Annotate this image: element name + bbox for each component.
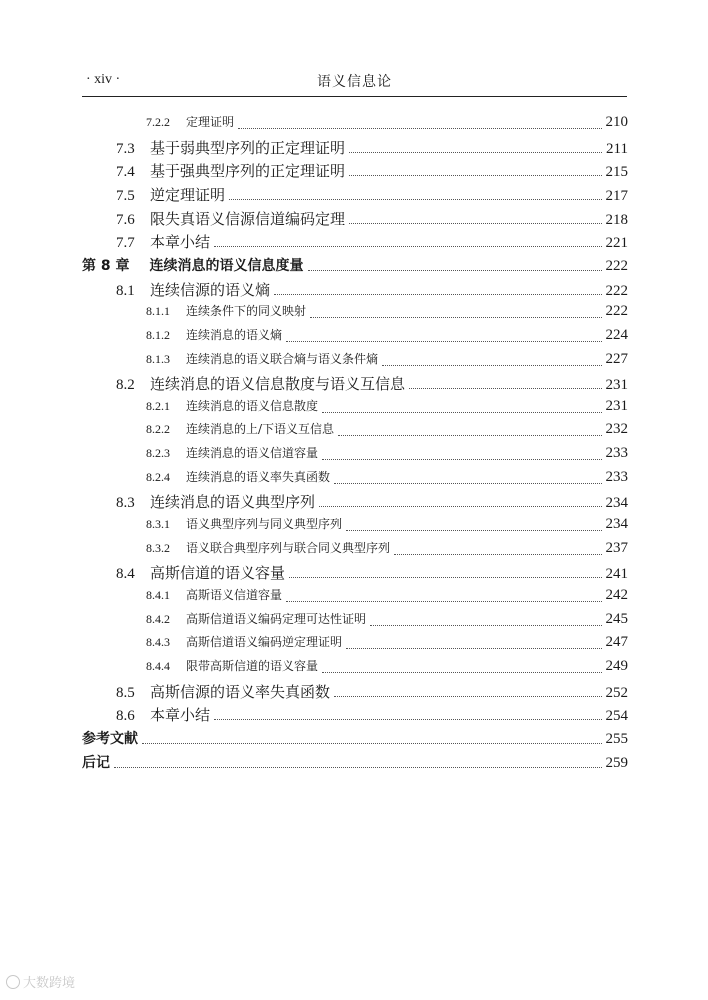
toc-entry-page: 211 [606, 140, 628, 157]
toc-entry-title: 连续信源的语义熵 [150, 280, 271, 299]
toc-entry-title: 本章小结 [150, 233, 211, 252]
dot-leader [349, 175, 601, 176]
toc-entry-number: 7.4 [116, 164, 135, 181]
toc-entry-number: 7.2.2 [146, 115, 170, 129]
toc-entry-title: 语义联合典型序列与联合同义典型序列 [186, 540, 391, 555]
toc-entry-page: 247 [605, 634, 628, 651]
toc-entry-title: 本章小结 [150, 706, 211, 725]
dot-leader [334, 696, 601, 697]
toc-entry-number: 8.2.4 [146, 469, 170, 484]
toc-entry-page: 217 [605, 187, 628, 204]
toc-entry-title: 高斯信道的语义容量 [150, 564, 286, 583]
dot-leader [409, 388, 601, 389]
toc-entry [82, 279, 628, 301]
dot-leader [346, 648, 601, 649]
toc-entry-number: 8.2.1 [146, 398, 170, 413]
dot-leader [310, 317, 601, 318]
toc-entry-number: 7.7 [116, 235, 135, 252]
toc-entry [82, 160, 628, 182]
toc-entry-title: 高斯信道语义编码定理可达性证明 [186, 611, 367, 626]
toc-entry [82, 302, 628, 324]
watermark [6, 972, 75, 991]
toc-entry-title: 基于弱典型序列的正定理证明 [150, 138, 346, 157]
toc-entry-number: 8.5 [116, 684, 135, 701]
toc-entry-number: 8.2.3 [146, 446, 170, 461]
toc-entry-number: 第 8 章 [82, 257, 130, 274]
toc-entry-number: 8.4.4 [146, 658, 170, 673]
toc-entry-title: 连续消息的语义联合熵与语义条件熵 [186, 351, 379, 366]
dot-leader [370, 625, 601, 626]
toc-entry-number: 7.6 [116, 211, 135, 228]
toc-entry-page: 255 [605, 730, 628, 747]
dot-leader [142, 743, 602, 744]
toc-entry-number: 8.6 [116, 708, 135, 725]
toc-entry-title: 定理证明 [186, 115, 235, 129]
toc-entry-number: 8.3.1 [146, 517, 170, 532]
dot-leader [346, 530, 601, 531]
toc-entry-title: 参考文献 [82, 730, 138, 747]
toc-entry [82, 137, 628, 159]
dot-leader [308, 270, 602, 271]
toc-entry-page: 241 [605, 566, 628, 583]
page-number: · xiv · [86, 72, 121, 87]
toc-entry-number: 8.1.2 [146, 327, 170, 342]
toc-entry-page: 234 [605, 495, 628, 512]
toc-entry-title: 逆定理证明 [150, 185, 226, 204]
toc-entry-title: 连续消息的语义率失真函数 [186, 469, 331, 484]
toc-entry [82, 539, 628, 561]
toc-entry-page: 259 [605, 754, 628, 771]
toc-entry [82, 397, 628, 419]
toc-entry-title: 语义典型序列与同义典型序列 [186, 517, 343, 532]
toc-entry-page: 254 [605, 708, 628, 725]
toc-entry [82, 633, 628, 655]
dot-leader [382, 365, 601, 366]
toc-entry-title: 基于强典型序列的正定理证明 [150, 162, 346, 181]
toc-entry [82, 113, 628, 135]
dot-leader [214, 246, 601, 247]
toc-entry-number: 7.3 [116, 140, 135, 157]
dot-leader [349, 223, 601, 224]
toc-entry-page: 249 [605, 657, 628, 674]
toc-entry-title: 限失真语义信源信道编码定理 [150, 209, 346, 228]
toc-entry-page: 221 [605, 235, 628, 252]
toc-entry-title: 后记 [82, 754, 110, 771]
dot-leader [322, 672, 601, 673]
toc-entry [82, 728, 628, 750]
toc-entry [82, 468, 628, 490]
toc-entry-page: 252 [605, 684, 628, 701]
dot-leader [319, 506, 601, 507]
dot-leader [229, 199, 601, 200]
toc-entry-page: 232 [605, 421, 628, 438]
toc-entry-page: 233 [605, 445, 628, 462]
toc-entry-number: 8.3 [116, 495, 135, 512]
toc-entry [82, 681, 628, 703]
toc-entry-number: 8.2.2 [146, 422, 170, 437]
toc-entry-title: 高斯语义信道容量 [186, 588, 283, 602]
toc-entry-title: 连续条件下的同义映射 [186, 304, 307, 319]
dot-leader [274, 294, 601, 295]
toc-entry [82, 184, 628, 206]
toc-entry [82, 420, 628, 442]
toc-entry-number: 8.1.1 [146, 304, 170, 319]
toc-entry-number: 8.4 [116, 566, 135, 583]
dot-leader [289, 577, 601, 578]
toc-entry [82, 586, 628, 608]
toc-entry-number: 8.1.3 [146, 351, 170, 366]
toc-entry-page: 242 [605, 587, 628, 603]
toc-entry-number: 8.1 [116, 282, 135, 299]
toc-entry-title: 连续消息的语义熵 [186, 327, 283, 342]
toc-entry-number: 8.4.2 [146, 611, 170, 626]
toc-entry-number: 8.3.2 [146, 540, 170, 555]
dot-leader [214, 719, 601, 720]
toc-entry-page: 233 [605, 468, 628, 485]
toc-entry [82, 562, 628, 584]
dot-leader [286, 341, 601, 342]
toc-entry-title: 连续消息的语义信道容量 [186, 446, 319, 461]
toc-entry [82, 326, 628, 348]
toc-entry-title: 连续消息的上/下语义互信息 [186, 422, 335, 437]
dot-leader [114, 767, 602, 768]
dot-leader [286, 601, 601, 602]
dot-leader [338, 435, 601, 436]
book-title: 语义信息论 [317, 74, 392, 90]
toc-entry-number: 8.4.3 [146, 635, 170, 650]
dot-leader [238, 128, 601, 129]
toc-entry [82, 610, 628, 632]
dot-leader [322, 459, 601, 460]
toc-entry-title: 高斯信道语义编码逆定理证明 [186, 635, 343, 650]
dot-leader [334, 483, 601, 484]
toc-entry [82, 704, 628, 726]
toc-entry-page: 210 [605, 114, 628, 130]
toc-entry-page: 227 [605, 350, 628, 367]
toc-entry-page: 224 [605, 326, 628, 343]
toc-entry-title: 连续消息的语义典型序列 [150, 493, 316, 512]
toc-entry [82, 752, 628, 774]
dot-leader [349, 152, 602, 153]
toc-entry-page: 215 [605, 164, 628, 181]
toc-entry [82, 255, 628, 277]
toc-entry [82, 444, 628, 466]
toc-entry-number: 8.2 [116, 377, 135, 394]
toc-entry-number: 8.4.1 [146, 588, 170, 602]
toc-entry-title: 限带高斯信道的语义容量 [186, 658, 319, 673]
watermark-logo-icon [6, 975, 20, 989]
toc-entry [82, 657, 628, 679]
page-header [82, 68, 627, 97]
toc-entry [82, 208, 628, 230]
toc-entry [82, 231, 628, 253]
toc-entry [82, 515, 628, 537]
toc-entry [82, 373, 628, 395]
toc-entry-page: 218 [605, 211, 628, 228]
toc-entry-page: 222 [605, 282, 628, 299]
toc-entry-page: 234 [605, 516, 628, 533]
toc-entry-title: 连续消息的语义信息散度与语义互信息 [150, 375, 406, 394]
toc-entry-page: 222 [605, 303, 628, 320]
toc-entry-title: 连续消息的语义信息散度 [186, 398, 319, 413]
watermark-text: 大数跨境 [23, 976, 76, 991]
dot-leader [394, 554, 601, 555]
toc-entry-page: 231 [605, 377, 628, 394]
toc-entry-page: 245 [605, 610, 628, 627]
dot-leader [322, 412, 601, 413]
toc-entry-number: 7.5 [116, 187, 135, 204]
toc-entry-title: 连续消息的语义信息度量 [149, 257, 304, 274]
toc-entry-page: 231 [605, 397, 628, 414]
toc-entry-page: 237 [605, 539, 628, 556]
toc-entry-page: 222 [605, 257, 628, 274]
toc-entry [82, 491, 628, 513]
toc-entry [82, 350, 628, 372]
toc-entry-title: 高斯信源的语义率失真函数 [150, 682, 331, 701]
